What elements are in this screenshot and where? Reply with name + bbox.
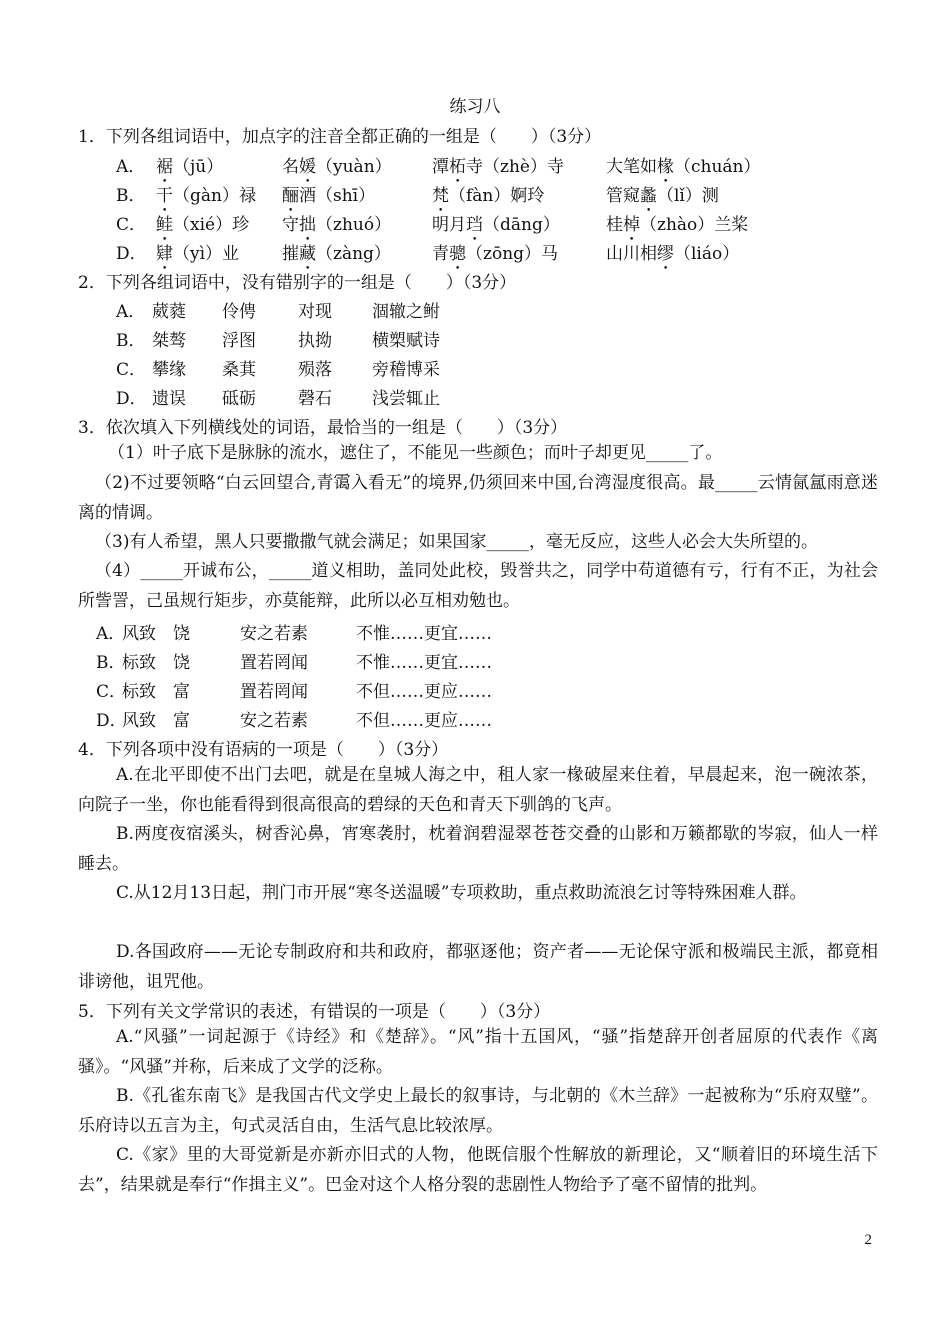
q5-option-b: B.《孔雀东南飞》是我国古代文学史上最长的叙事诗，与北朝的《木兰辞》一起被称为“乐府双璧”。乐府诗以五言为主，句式灵活自由，生活气息比较浓厚。	[78, 1086, 878, 1136]
question-1-stem: 1．下列各组词语中，加点字的注音全都正确的一组是（ ）（3分）	[78, 127, 602, 147]
q4-option-d: D.各国政府——无论专制政府和共和政府，都驱逐他；资产者——无论保守派和极端民主派，都竟相诽谤他，诅咒他。	[78, 942, 878, 992]
term: 名媛（yuàn）	[282, 157, 392, 177]
page-number: 2	[864, 1232, 872, 1248]
q3-sentence-3: （3)有人希望，黑人只要撒撒气就会满足；如果国家_____，毫无反应，这些人必会大失所望的。	[95, 532, 818, 552]
question-5-stem: 5．下列有关文学常识的表述，有错误的一项是（ ）（3分）	[78, 1002, 551, 1022]
page-title: 练习八	[449, 97, 501, 117]
q3-sentence-4: （4）_____开诚布公，_____道义相助，盖同处此校，毁誉共之，同学中苟道德有亏，行有不正，为社会所訾詈，己虽规行矩步，亦莫能辩，此所以必互相劝勉也。	[78, 561, 878, 611]
q5-option-a: A.“风骚”一词起源于《诗经》和《楚辞》。“风”指十五国风，“骚”指楚辞开创者屈原的代表作《离骚》。“风骚”并称，后来成了文学的泛称。	[78, 1027, 878, 1077]
q4-option-b: B.两度夜宿溪头，树香沁鼻，宵寒袭肘，枕着润碧湿翠苍苍交叠的山影和万籁都歇的岑寂，仙人一样睡去。	[78, 824, 878, 874]
option-label: A．	[116, 157, 146, 177]
q3-sentence-2: （2)不过要领略“白云回望合,青霭入看无”的境界,仍须回来中国,台湾湿度很高。最_____云情氤氲雨意迷离的情调。	[78, 473, 878, 523]
question-3-stem: 3．依次填入下列横线处的词语，最恰当的一组是（ ）（3分）	[78, 418, 568, 438]
q4-option-c: C.从12月13日起，荆门市开展“寒冬送温暖”专项救助，重点救助流浪乞讨等特殊困难人群。	[116, 883, 807, 903]
question-2-stem: 2．下列各组词语中，没有错别字的一组是（ ）（3分）	[78, 273, 517, 293]
question-4-stem: 4．下列各项中没有语病的一项是（ ）（3分）	[78, 740, 449, 760]
q4-option-a: A.在北平即使不出门去吧，就是在皇城人海之中，租人家一椽破屋来住着，早晨起来，泡一碗浓茶，向院子一坐，你也能看得到很高很高的碧绿的天色和青天下驯鸽的飞声。	[78, 765, 878, 815]
q5-option-c: C.《家》里的大哥觉新是亦新亦旧式的人物，他既信服个性解放的新理论，又“顺着旧的环境生活下去”，结果就是奉行“作揖主义”。巴金对这个人格分裂的悲剧性人物给予了毫不留情的批判。	[78, 1145, 878, 1195]
document-page: 练习八 1．下列各组词语中，加点字的注音全都正确的一组是（ ）（3分） A． 裾（jū） 名媛（yuàn） 潭柘寺（zhè）寺 大笔如椽（chuán） B． 干（gàn）禄 酾酒（shī） 梵（fàn）婀玲 管窥蠡（lǐ）测 C． 鲑（xié）珍 守拙（zhuó） 明月珰（dāng） 桂棹（zhào）兰桨 D． 肄（yì）业 摧藏（zàng） 青骢（zōng）马 山川相缪（liáo） 2．下列各组词语中，没有错别字的一组是（ ）（3分） A． 葳蕤 伶俜 对现 涸辙之鲋 B． 桀骜 浮图 执拗 横槊赋诗 C． 攀缘 桑萁 殒落 旁稽博采 D． 遗误 砥砺 磬石 浅尝辄止 3．依次填入下列横线处的词语，最恰当的一组是（ ）（3分） （1）叶子底下是脉脉的流水，遮住了，不能见一些颜色；而叶子却更见_____了。 （2)不过要领略“白云回望合,青霭入看无”的境界,仍须回来中国,台湾湿度很高。最_____云情氤氲雨意迷离的情调。 （3)有人希望，黑人只要撒撒气就会满足；如果国家_____，毫无反应，这些人必会大失所望的。 （4）_____开诚布公，_____道义相助，盖同处此校，毁誉共之，同学中苟道德有亏，行有不正，为社会所訾詈，己虽规行矩步，亦莫能辩，此所以必互相劝勉也。 A． 风致 饶 安之若素 不惟……更宜…… B． 标致 饶 置若罔闻 不惟……更宜…… C． 标致 富 置若罔闻 不但……更应…… D． 风致 富 安之若素 不但……更应…… 4．下列各项中没有语病的一项是（ ）（3分） A.在北平即使不出门去吧，就是在皇城人海之中，租人家一椽破屋来住着，早晨起来，泡一碗浓茶，向院子一坐，你也能看得到很高很高的碧绿的天色和青天下驯鸽的飞声。 B.两度夜宿溪头，树香沁鼻，宵寒袭肘，枕着润碧湿翠苍苍交叠的山影和万籁都歇的岑寂，仙人一样睡去。 C.从12月13日起，荆门市开展“寒冬送温暖”专项救助，重点救助流浪乞讨等特殊困难人群。 D.各国政府——无论专制政府和共和政府，都驱逐他；资产者——无论保守派和极端民主派，都竟相诽谤他，诅咒他。 5．下列有关文学常识的表述，有错误的一项是（ ）（3分） A.“风骚”一词起源于《诗经》和《楚辞》。“风”指十五国风，“骚”指楚辞开创者屈原的代表作《离骚》。“风骚”并称，后来成了文学的泛称。 B.《孔雀东南飞》是我国古代文学史上最长的叙事诗，与北朝的《木兰辞》一起被称为“乐府双璧”。乐府诗以五言为主，句式灵活自由，生活气息比较浓厚。 C.《家》里的大哥觉新是亦新亦旧式的人物，他既信服个性解放的新理论，又“顺着旧的环境生活下去”，结果就是奉行“作揖主义”。巴金对这个人格分裂的悲剧性人物给予了毫不留情的批判。 2	[0, 0, 950, 1342]
q3-sentence-1: （1）叶子底下是脉脉的流水，遮住了，不能见一些颜色；而叶子却更见_____了。	[108, 443, 723, 463]
